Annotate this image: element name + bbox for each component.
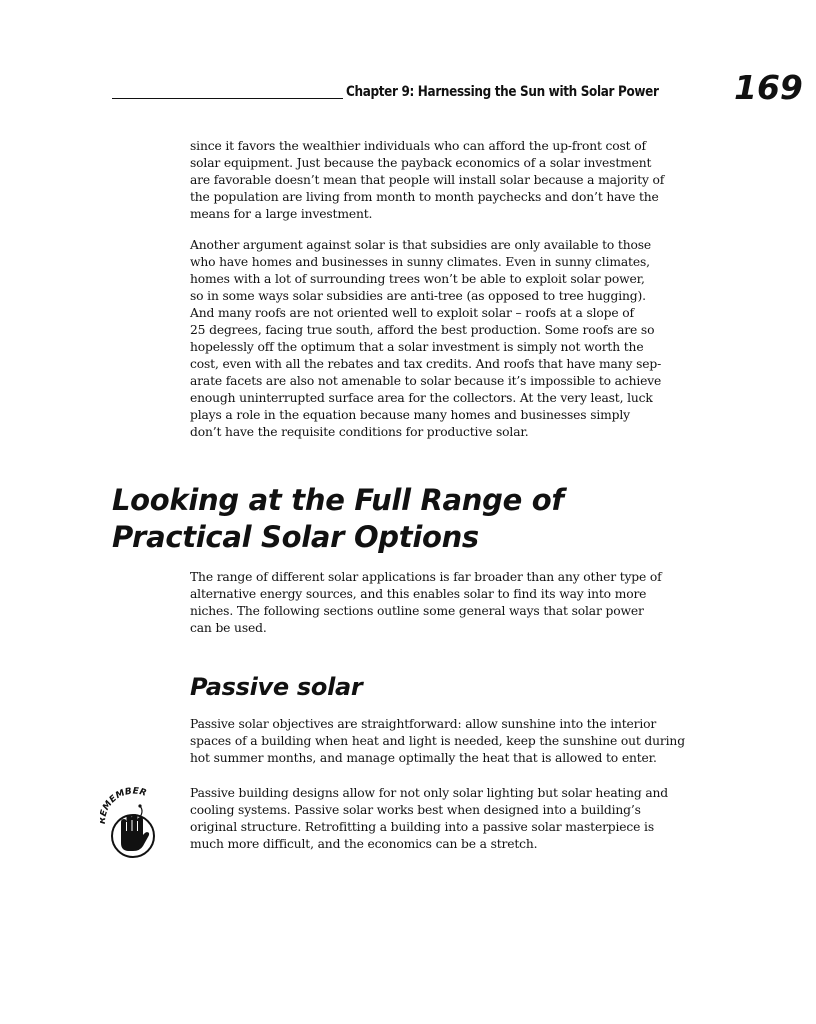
paragraph-range-intro bbox=[190, 569, 710, 637]
text-line: don’t have the requisite conditions for productive solar. bbox=[190, 425, 529, 439]
text-line: the population are living from month to month paychecks and don’t have the bbox=[190, 190, 659, 204]
running-head: Chapter 9: Harnessing the Sun with Solar Power bbox=[346, 84, 659, 100]
text-line: who have homes and businesses in sunny climates. Even in sunny climates, bbox=[190, 255, 650, 269]
text-line: The range of different solar applications is far broader than any other type of bbox=[190, 570, 662, 584]
text-line: niches. The following sections outline some general ways that solar power bbox=[190, 604, 644, 618]
text-line: homes with a lot of surrounding trees won’t be able to exploit solar power, bbox=[190, 272, 645, 286]
remember-icon-label: MEMBER bbox=[101, 786, 148, 813]
text-line: can be used. bbox=[190, 621, 267, 635]
text-line: alternative energy sources, and this enables solar to find its way into more bbox=[190, 587, 647, 601]
text-line: cost, even with all the rebates and tax credits. And roofs that have many sep- bbox=[190, 357, 662, 371]
text-line: plays a role in the equation because many homes and businesses simply bbox=[190, 408, 630, 422]
text-line: much more difficult, and the economics can be a stretch. bbox=[190, 837, 538, 851]
text-line: Passive solar objectives are straightforward: allow sunshine into the interior bbox=[190, 717, 657, 731]
paragraph-sunny-climates bbox=[190, 237, 710, 441]
text-line: 25 degrees, facing true south, afford the best production. Some roofs are so bbox=[190, 323, 655, 337]
text-line: since it favors the wealthier individuals who can afford the up-front cost of bbox=[190, 139, 646, 153]
section-heading-line: Practical Solar Options bbox=[112, 520, 479, 554]
paragraph-subsidy-wealth bbox=[190, 138, 710, 223]
section-heading-line: Looking at the Full Range of bbox=[112, 483, 564, 517]
text-line: so in some ways solar subsidies are anti-tree (as opposed to tree hugging). bbox=[190, 289, 646, 303]
text-line: arate facets are also not amenable to solar because it’s impossible to achieve bbox=[190, 374, 662, 388]
subsection-heading: Passive solar bbox=[190, 673, 363, 701]
text-line: means for a large investment. bbox=[190, 207, 373, 221]
text-line: hot summer months, and manage optimally the heat that is allowed to enter. bbox=[190, 751, 657, 765]
remember-icon bbox=[100, 784, 168, 860]
text-line: hopelessly off the optimum that a solar investment is simply not worth the bbox=[190, 340, 644, 354]
page-number: 169 bbox=[734, 68, 803, 107]
text-line: Another argument against solar is that subsidies are only available to those bbox=[190, 238, 652, 252]
text-line: enough uninterrupted surface area for the collectors. At the very least, luck bbox=[190, 391, 653, 405]
text-line: solar equipment. Just because the payback economics of a solar investment bbox=[190, 156, 652, 170]
text-line: Passive building designs allow for not only solar lighting but solar heating and bbox=[190, 786, 668, 800]
text-line: spaces of a building when heat and light is needed, keep the sunshine out during bbox=[190, 734, 685, 748]
paragraph-passive-objectives bbox=[190, 716, 710, 767]
section-heading bbox=[112, 482, 564, 556]
paragraph-passive-designs bbox=[190, 785, 710, 853]
text-line: cooling systems. Passive solar works best when designed into a building’s bbox=[190, 803, 641, 817]
text-line: are favorable doesn’t mean that people will install solar because a majority of bbox=[190, 173, 665, 187]
text-line: And many roofs are not oriented well to exploit solar – roofs at a slope of bbox=[190, 306, 634, 320]
text-line: original structure. Retrofitting a building into a passive solar masterpiece is bbox=[190, 820, 654, 834]
header-rule bbox=[112, 98, 343, 99]
